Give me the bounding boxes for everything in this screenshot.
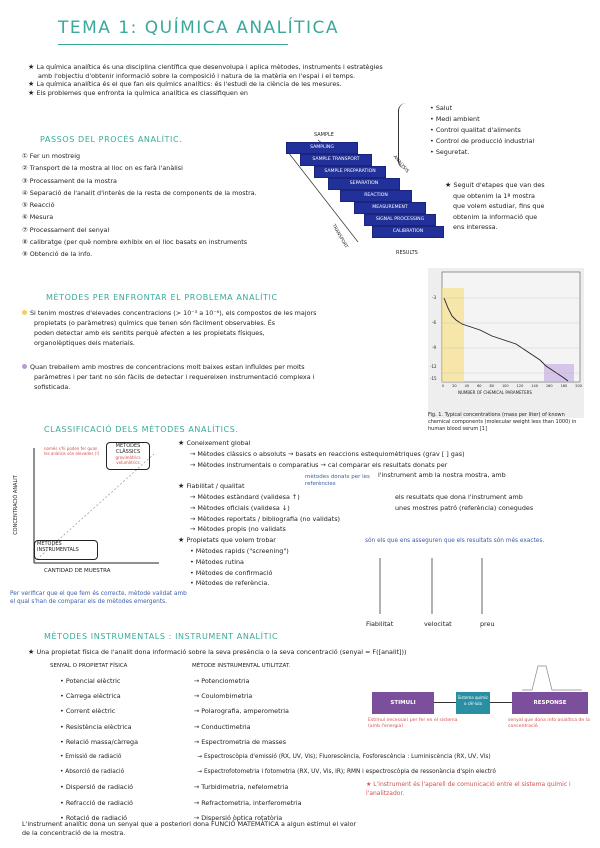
item-propietats: Propietats que volem trobar — [186, 536, 276, 545]
figure-caption: Fig. 1. Typical concentrations (mass per liter) of known chemical components (molecular weight less than 1000) in human blood serum [1] — [428, 412, 577, 432]
table-row: • Càrrega elèctrica → Coulombimetria — [60, 692, 253, 701]
box-classics-note: gravimètrics volumètrics — [115, 455, 141, 465]
step-5: ⑤ Reacció — [22, 201, 55, 210]
property-arrows — [360, 556, 520, 618]
intro-line-1: La química analítica és una disciplina científica que desenvolupa i aplica mètodes, instruments i estratègies — [36, 63, 383, 71]
instrumentals-heading: MÈTODES INSTRUMENTALS : INSTRUMENT ANALÍTIC — [44, 632, 279, 641]
graph-ylabel: CONCENTRACIÓ ANALIT — [12, 475, 19, 535]
graph-note-left: només s'hi poden fer quan les anàlisis són elevades (!) — [44, 446, 100, 456]
arrow-2 — [490, 702, 512, 703]
figure-xticks: 0 20 40 60 80 100 120 140 160 180 200 — [442, 384, 582, 388]
graph-xlabel: CANTIDAD DE MUESTRA — [44, 568, 111, 574]
note-line-5: ens interessa. — [453, 223, 498, 231]
passos-steps — [22, 150, 257, 261]
item-referencia: • Mètodes de referència. — [190, 579, 270, 588]
star-icon: ★ — [28, 80, 37, 89]
problem-areas: • Salut • Medi ambient • Control qualitat d'aliments • Control de producció industrial • Seguretat. — [430, 104, 535, 156]
figure-ytick-3: -9 — [432, 345, 436, 350]
concentration-figure — [428, 268, 584, 418]
step-box-signal: SIGNAL PROCESSING — [364, 214, 436, 226]
item-rapids: • Mètodes rapids ("screening") — [190, 546, 289, 555]
area-4: Control de producció industrial — [435, 137, 535, 145]
para1-line-2: propietats (o paràmetres) químics que tenen són fàcilment observables. És — [34, 319, 276, 327]
diagram-right-arrow-label: ANALYSIS — [391, 154, 410, 175]
table-head-2: MÈTODE INSTRUMENTAL UTILITZAT. — [192, 663, 291, 669]
star-icon: ★ — [28, 63, 37, 71]
step-box-sampling: SAMPLING — [286, 142, 358, 154]
step-1: ① Fer un mostreig — [22, 152, 81, 160]
table-row: • Corrent elèctric → Polarografia, amperometria — [60, 707, 289, 716]
stimuli-note: Estímul necessari per fer en el sistema (amb l'energia) — [368, 718, 458, 729]
side-note-3: unes mostres patró (referència) conegudes — [395, 503, 534, 512]
system-box: Sistema químic o cèl·lula — [456, 692, 490, 714]
box-classics — [106, 442, 150, 470]
step-box-preparation: SAMPLE PREPARATION — [314, 166, 386, 178]
para1-line-3: poden detectar amb els sentits perquè afecten a les propietats físiques, — [34, 329, 265, 337]
table-row: • Refracció de radiació → Refractometria, interferometria — [60, 798, 302, 807]
figure-plot — [428, 268, 584, 396]
step-box-calibration: CALIBRATION — [372, 226, 444, 238]
classification-graph — [14, 438, 164, 578]
word-velocitat: velocitat — [424, 620, 452, 628]
instrumentals-intro: ★ Una propietat física de l'analit dona informació sobre la seva presència o la seva concentració (senyal = F([analit])) — [28, 648, 407, 656]
metodes-para-2 — [22, 362, 314, 392]
figure-ytick-4: -12 — [430, 364, 437, 369]
response-box: RESPONSE — [512, 692, 588, 714]
item-reportats: → Mètodes reportats / bibliografia (no validats) — [190, 514, 341, 523]
passos-heading: PASSOS DEL PROCÉS ANALÍTIC. — [40, 135, 183, 144]
item-oficials: → Mètodes oficials (validesa ↓) — [190, 503, 290, 512]
box-instrumentals: MÈTODES INSTRUMENTALS — [34, 540, 98, 560]
side-note-exactes: són els que ens asseguren que els resultats són més exactes. — [365, 538, 545, 544]
step-box-separation: SEPARATION — [328, 178, 400, 190]
closing-line-1: L'instrument analític dona un senyal que a posteriori dona FUNCIÓ MATEMÀTICA a algun estímul el valor — [22, 820, 357, 828]
page-title: TEMA 1: QUÍMICA ANALÍTICA — [58, 18, 340, 38]
box-classics-label: MÈTODES CLÀSSICS — [115, 443, 141, 455]
step-9: ⑨ Obtenció de la info. — [22, 250, 93, 259]
table-row: • Resistència elèctrica → Conductimetria — [60, 722, 251, 731]
step-3: ③ Processament de la mostra — [22, 176, 117, 185]
area-1: Salut — [435, 104, 453, 112]
word-fiabilitat: Fiabilitat — [366, 620, 394, 628]
para2-line-1: Quan treballem amb mostres de concentracions molt baixes estan influïdes per molts — [30, 363, 305, 371]
metodes-heading: MÈTODES PER ENFRONTAR EL PROBLEMA ANALÍTIC — [46, 293, 278, 302]
para1-line-4: organolèptiques dels materials. — [34, 339, 135, 347]
classification-items: ★ Coneixement global → Mètodes clàssics o absoluts → basats en reaccions estequiomètriques (grav [ ] gas) → Mètodes instrumentals o comparatius → cal comparar els resultats donats per l'instrument amb la nostra mostra, amb ★ Fiabilitat / qualitat → Mètodes estàndard (validesa ↑) → Mètodes oficials (validesa ↓) → Mètodes reportats / bibliografia (no validats) → Mètodes propis (no validats ★ Propietats que volem trobar • Mètodes rapids ("screening") • Mètodes rutina • Mètodes de confirmació • Mètodes de referència. — [178, 439, 506, 588]
title-underline — [58, 44, 288, 45]
side-note-verificar: Per verificar que el que fem és correcte, mètode validat amb el qual s'han de comparar els de mètodes emergents. — [10, 591, 187, 605]
para2-line-2: paràmetres i per tant no són fàcils de detectar i requereixen instrumentació complexa i — [34, 373, 315, 381]
step-7: ⑦ Processament del senyal — [22, 225, 110, 234]
side-note-1: l'instrument amb la nostra mostra, amb — [378, 471, 506, 480]
step-box-reaction: REACTION — [340, 190, 412, 202]
intro-block — [28, 63, 383, 97]
table-row: • Dispersió de radiació → Turbidimetria, nefelometria — [60, 783, 289, 792]
diagram-top-label: SAMPLE — [314, 132, 334, 138]
figure-xlabel: NUMBER OF CHEMICAL PARAMETERS — [458, 390, 532, 395]
diagram-bottom-label: RESULTS — [396, 250, 418, 256]
intro-line-3: La química analítica és el que fan els químics analítics: és l'estudi de la ciència de les mesures. — [36, 80, 342, 89]
step-box-transport: SAMPLE TRANSPORT — [300, 154, 372, 166]
table-row: • Relació massa/càrrega → Espectrometria de masses — [60, 737, 287, 746]
arrow-1 — [434, 702, 456, 703]
classificacio-heading: CLASSIFICACIÓ DELS MÈTODES ANALÍTICS. — [44, 425, 239, 434]
area-5: Seguretat. — [435, 148, 470, 156]
side-notes-block — [395, 492, 533, 514]
metodes-para-1 — [22, 308, 316, 348]
item-rutina: • Mètodes rutina — [190, 557, 244, 566]
area-3: Control qualitat d'aliments — [435, 126, 521, 134]
closing-text — [22, 820, 356, 838]
stimuli-box: STIMULI — [372, 692, 434, 714]
figure-ytick-5: -15 — [430, 376, 437, 381]
item-confirmacio: • Mètodes de confirmació — [190, 568, 273, 577]
response-note: senyal que dona info analítica de la concentració — [508, 718, 590, 729]
item-coneixement: Coneixement global — [186, 439, 251, 447]
note-line-3: que volem estudiar, fins que — [453, 202, 545, 210]
process-diagram — [278, 132, 448, 260]
step-box-measurement: MEASUREMENT — [354, 202, 426, 214]
item-fiabilitat: Fiabilitat / qualitat — [186, 482, 245, 491]
note-line-1: Seguit d'etapes que van des — [453, 181, 545, 189]
table-row: • Emissió de radiació → Espectroscòpia d'emissió (RX, UV, Vis); Fluorescència, Fosforescència : Luminiscència (RX, UV, Vis) — [60, 754, 491, 761]
closing-line-2: de la concentració de la mostra. — [22, 829, 126, 837]
table-head-1: SENYAL O PROPIETAT FÍSICA — [50, 663, 128, 669]
star-icon: ★ — [28, 88, 37, 97]
word-preu: preu — [480, 620, 495, 628]
passos-note: ★ Seguit d'etapes que van des que obtenim la 1ª mostra que volem estudiar, fins que obtenim la informació que ens interessa. — [445, 181, 545, 231]
step-4: ④ Separació de l'analit d'interès de la resta de components de la mostra. — [22, 188, 257, 197]
intro-line-2: amb l'objectiu d'obtenir informació sobre la composició i natura de la matèria en l'espai i el temps. — [38, 71, 356, 80]
step-8: ⑧ calibratge (per què nombre exhibix en el lloc basats en instruments — [22, 238, 248, 247]
instrument-diagram — [372, 660, 592, 720]
item-propis: → Mètodes propis (no validats — [190, 525, 286, 534]
table-row: • Absorció de radiació → Espectrofotometria i fotometria (RX, UV, Vis, IR); RMN i espectroscòpia de ressonància d'spin electró — [60, 769, 496, 776]
table-row: • Rotació de radiació → Dispersió òptica rotatòria — [60, 813, 283, 822]
side-note-refs: mètodes donats per les referències — [305, 474, 370, 487]
figure-ytick-2: -6 — [432, 320, 436, 325]
step-6: ⑥ Mesura — [22, 213, 54, 222]
area-2: Medi ambient — [435, 115, 480, 123]
table-row: • Potencial elèctric → Potenciometria — [60, 677, 250, 685]
note-line-2: que obtenim la 1ª mostra — [453, 191, 535, 200]
intro-line-4: Els problemes que enfronta la química analítica es classifiquen en — [36, 88, 248, 97]
step-2: ② Transport de la mostra al lloc on es farà l'anàlisi — [22, 164, 183, 173]
note-line-4: obtenim la informació que — [453, 212, 538, 221]
item-estandard: → Mètodes estàndard (validesa ↑) — [190, 492, 300, 501]
figure-ytick-1: -3 — [432, 295, 436, 300]
para2-line-3: sofisticada. — [34, 383, 71, 391]
para1-line-1: Si tenim mostres d'elevades concentracions (> 10⁻³ a 10⁻⁶), els compostos de les majors — [30, 309, 317, 317]
item-classics: → Mètodes clàssics o absoluts → basats en reaccions estequiomètriques (grav [ ] gas) — [190, 449, 465, 458]
diagram-left-arrow-label: TRANSPORT — [330, 223, 349, 250]
item-instrumentals: → Mètodes instrumentals o comparatius → cal comparar els resultats donats per — [190, 460, 448, 469]
instrument-star-note: ★ L'instrument és l'aparell de comunicació entre el sistema químic i l'analitzador. — [366, 781, 571, 797]
side-note-2: els resultats que dona l'instrument amb — [395, 493, 523, 501]
